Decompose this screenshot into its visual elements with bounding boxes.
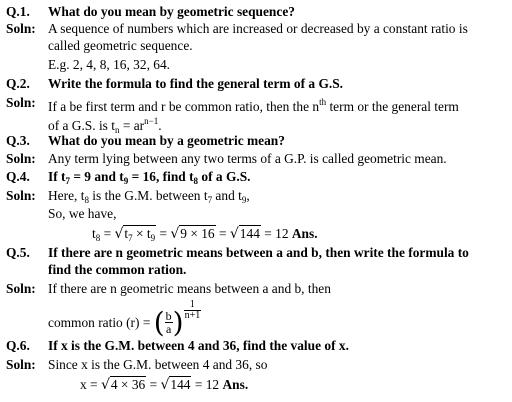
text-part: × t	[132, 226, 151, 241]
question-text: What do you mean by geometric sequence?	[48, 4, 295, 19]
numerator: 1	[184, 300, 202, 311]
text-part: ,	[246, 188, 250, 203]
radicand: 144	[239, 226, 260, 241]
text-part: = 9 and t	[69, 169, 124, 184]
solution-line: A sequence of numbers which are increased or decreased by a constant ratio is	[48, 21, 468, 36]
question-text: What do you mean by a geometric mean?	[48, 133, 285, 148]
common-ratio-formula	[48, 299, 201, 339]
sqrt-symbol: √	[100, 377, 110, 393]
solution-label: Soln:	[6, 95, 36, 110]
exponent-fraction	[184, 300, 202, 321]
subscript: 8	[193, 176, 199, 186]
superscript: n−1	[144, 116, 159, 126]
text-part: t	[124, 226, 129, 241]
square-root	[101, 377, 146, 394]
solution-line: Since x is the G.M. between 4 and 36, so	[48, 357, 268, 372]
question-text: If x is the G.M. between 4 and 36, find the value of x.	[48, 338, 349, 353]
text-part: and t	[212, 188, 242, 203]
text-part: = 16, find t	[128, 169, 194, 184]
text-part: If a be first term and r be common ratio, then the n	[48, 99, 320, 114]
question-label: Q.2.	[6, 76, 30, 91]
question-3	[6, 133, 506, 149]
fraction	[165, 310, 173, 335]
question-4	[6, 169, 506, 190]
text-part: = ar	[119, 118, 145, 133]
solution-line: Any term lying between any two terms of a G.P. is called geometric mean.	[48, 151, 447, 166]
subscript: 7	[128, 233, 133, 243]
text-part: =	[156, 226, 171, 241]
superscript: th	[319, 97, 327, 107]
radicand: 4 × 36	[110, 377, 146, 392]
question-label: Q.1.	[6, 4, 30, 19]
solution-3	[6, 151, 506, 167]
question-label: Q.4.	[6, 169, 30, 184]
sqrt-symbol: √	[114, 226, 124, 242]
subscript: 9	[123, 176, 129, 186]
solution-line: called geometric sequence.	[48, 38, 193, 53]
solution-line: E.g. 2, 4, 8, 16, 32, 64.	[48, 57, 170, 72]
text-part: common ratio (r) =	[48, 315, 154, 331]
radicand: 144	[170, 377, 191, 392]
solution-line: So, we have,	[48, 206, 117, 221]
text-part: of a G.S.	[198, 169, 251, 184]
subscript: 7	[65, 176, 70, 186]
text-part: =	[215, 226, 230, 241]
text-part: = 12	[260, 226, 292, 241]
question-text: Write the formula to find the general term of a G.S.	[48, 76, 344, 91]
square-root	[160, 377, 191, 394]
radicand: 9 × 16	[180, 226, 215, 241]
question-2	[6, 76, 506, 92]
answer-label: Ans.	[222, 377, 249, 392]
question-6	[6, 338, 506, 354]
solution-line	[48, 95, 506, 115]
text-part: x =	[80, 377, 101, 392]
radicand	[123, 225, 156, 241]
solution-label: Soln:	[6, 21, 36, 36]
subscript: 7	[207, 195, 213, 205]
solution-label: Soln:	[6, 357, 36, 372]
text-part: =	[146, 377, 161, 392]
text-part: t	[92, 226, 96, 241]
solution-6	[6, 357, 506, 373]
text-part: =	[100, 226, 115, 241]
subscript: 9	[241, 195, 247, 205]
subscript: 8	[84, 195, 89, 205]
solution-label: Soln:	[6, 281, 36, 296]
square-root	[170, 226, 215, 243]
question-text: If there are n geometric means between a and b, then write the formula to	[48, 245, 469, 260]
text-part: .	[158, 118, 162, 133]
solution-1	[6, 21, 506, 37]
solution-2	[6, 95, 506, 115]
question-5	[6, 245, 506, 261]
question-label: Q.6.	[6, 338, 30, 353]
denominator: a	[166, 322, 172, 337]
sqrt-symbol: √	[160, 377, 170, 393]
text-part: = 12	[191, 377, 223, 392]
right-paren: )	[172, 305, 184, 339]
text-part: Here, t	[48, 188, 85, 203]
x-equation	[80, 377, 248, 394]
sqrt-symbol: √	[229, 226, 239, 242]
text-part: term or the general term	[326, 99, 459, 114]
text-part: of a G.S. is t	[48, 118, 115, 133]
solution-label: Soln:	[6, 188, 36, 203]
solution-line: If there are n geometric means between a and b, then	[48, 281, 331, 296]
answer-label: Ans.	[291, 226, 318, 241]
text-part: If t	[48, 169, 66, 184]
solution-5	[6, 281, 506, 297]
subscript: 8	[95, 233, 101, 243]
sqrt-symbol: √	[170, 226, 180, 242]
square-root	[114, 226, 156, 247]
subscript: n	[114, 125, 120, 135]
numerator: b	[165, 309, 172, 324]
solution-label: Soln:	[6, 151, 36, 166]
question-1	[6, 4, 506, 20]
subscript: 9	[150, 233, 156, 243]
question-text	[48, 169, 506, 190]
denominator: n+1	[184, 310, 201, 321]
text-part: is the G.M. between t	[88, 188, 208, 203]
left-paren: (	[153, 305, 165, 339]
question-text: find the common ration.	[48, 262, 187, 277]
gm-equation	[92, 226, 318, 247]
question-label: Q.5.	[6, 245, 30, 260]
question-label: Q.3.	[6, 133, 30, 148]
square-root	[230, 226, 261, 243]
solution-line	[48, 188, 506, 209]
